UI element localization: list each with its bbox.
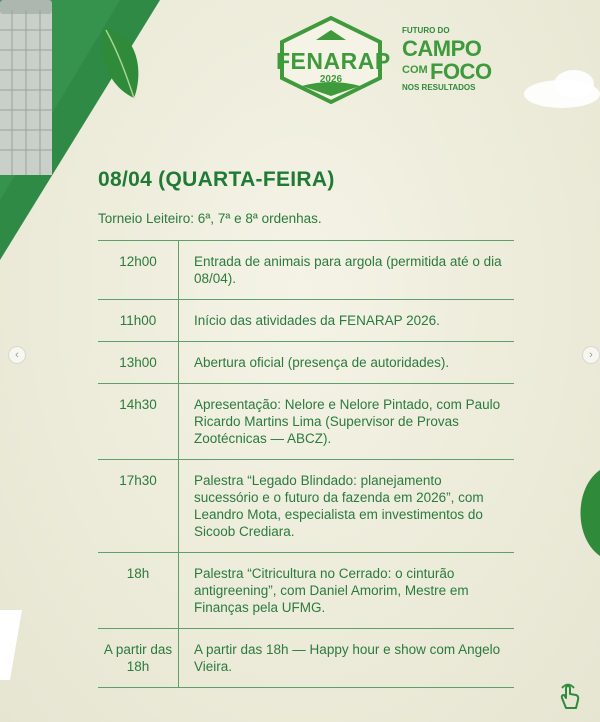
slogan-line: CAMPO [402,36,482,61]
decorative-shape [0,610,22,680]
table-row [98,342,514,384]
description-cell: A partir das 18h — Happy hour e show com Angelo Vieira. [179,629,515,688]
chevron-left-icon[interactable]: ‹ [8,346,26,364]
time-cell: 13h00 [98,342,179,384]
swipe-hand-icon [554,680,586,712]
logo-name: FENARAP [276,48,391,74]
time-cell: 11h00 [98,300,179,342]
table-row [98,553,514,629]
page-title: 08/04 (QUARTA-FEIRA) [98,168,335,191]
table-row [98,241,514,300]
table-row [98,300,514,342]
time-cell: 12h00 [98,241,179,300]
logo-year: 2026 [319,74,343,85]
slogan-line: COM [402,64,428,76]
description-cell: Início das atividades da FENARAP 2026. [179,300,515,342]
table-row [98,629,514,688]
fenarap-logo [276,16,391,104]
chevron-right-icon[interactable]: › [582,346,600,364]
description-cell: Abertura oficial (presença de autoridades). [179,342,515,384]
table-row [98,384,514,460]
description-cell: Entrada de animais para argola (permitida até o dia 08/04). [179,241,515,300]
time-cell: 14h30 [98,384,179,460]
table-row [98,460,514,553]
time-cell: 17h30 [98,460,179,553]
description-cell: Apresentação: Nelore e Nelore Pintado, com Paulo Ricardo Martins Lima (Supervisor de Provas Zootécnicas — ABCZ). [179,384,515,460]
description-cell: Palestra “Legado Blindado: planejamento sucessório e o futuro da fazenda em 2026”, com Leandro Mota, especialista em investimentos do Sicoob Crediara. [179,460,515,553]
description-cell: Palestra “Citricultura no Cerrado: o cinturão antigreening”, com Daniel Amorim, Mestre em Finanças pela UFMG. [179,553,515,629]
slogan-line: FUTURO DO [402,26,450,35]
cloud-decoration [522,60,600,110]
slogan-line: FOCO [430,59,492,84]
time-cell: 18h [98,553,179,629]
slogan-line: NOS RESULTADOS [402,83,476,92]
silo-image [0,0,58,175]
leaf-icon [574,468,600,558]
leaf-icon [98,22,144,102]
schedule-table [98,240,514,688]
intro-text: Torneio Leiteiro: 6ª, 7ª e 8ª ordenhas. [98,211,322,226]
time-cell: A partir das 18h [98,629,179,688]
